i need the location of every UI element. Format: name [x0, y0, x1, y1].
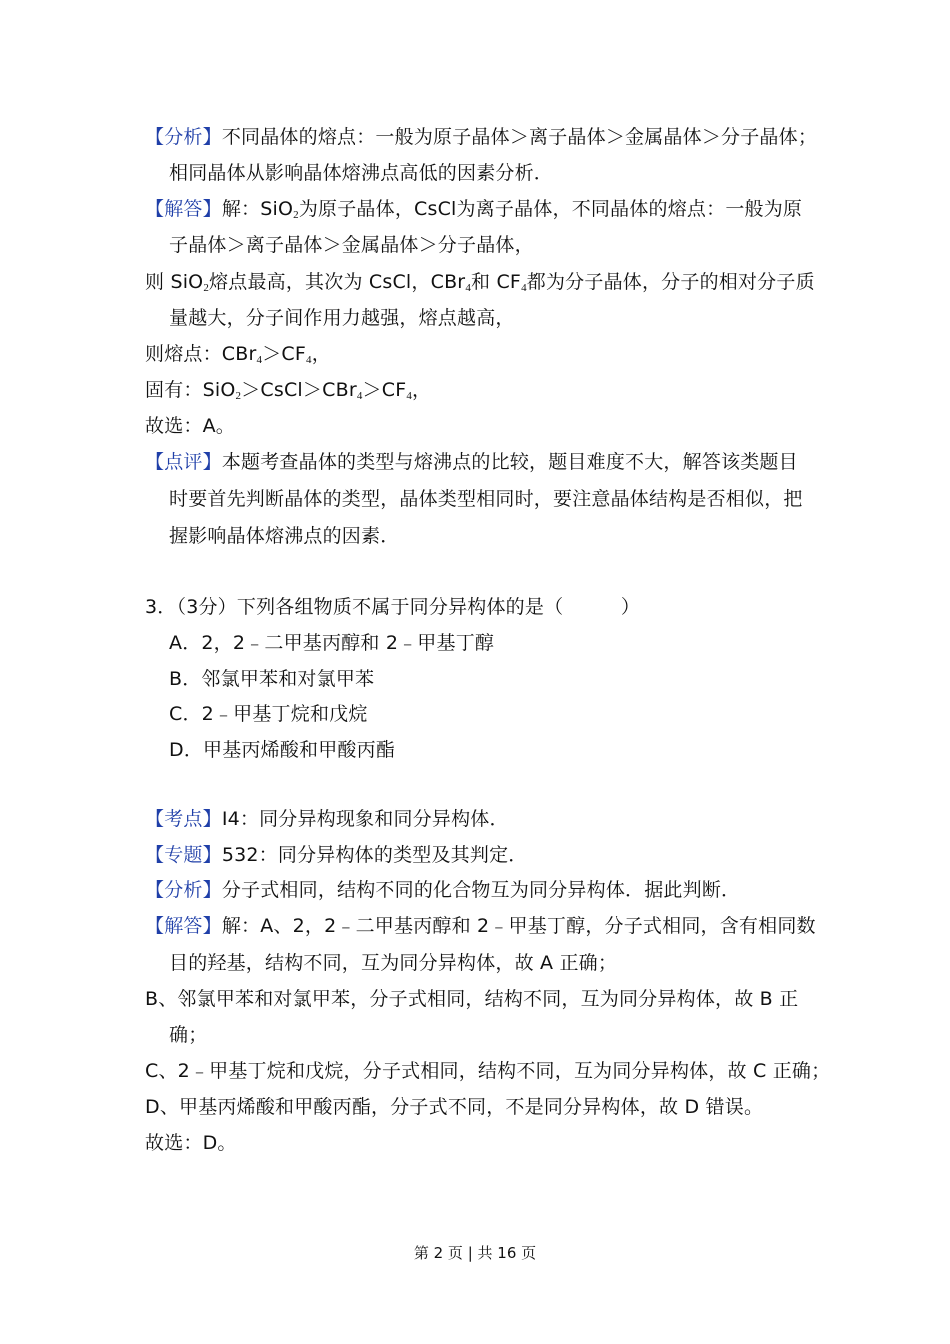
- answer3-line-1: 【解答】解：A、2，2﹣二甲基丙醇和 2﹣甲基丁醇，分子式相同，含有相同数: [145, 915, 816, 937]
- answer-line-6: 固有：$SiO_2>CsCl>CBr_4>CF_4$，: [145, 379, 432, 402]
- answer3-line-6: D、甲基丙烯酸和甲酸丙酯，分子式不同，不是同分异构体，故 D 错误。: [145, 1096, 764, 1118]
- answer3-line-2: 目的羟基，结构不同，互为同分异构体，故 A 正确；: [169, 952, 618, 974]
- analysis-text: 不同晶体的熔点：一般为原子晶体＞离子晶体＞金属晶体＞分子晶体；: [221, 126, 818, 148]
- analysis-line-1: [145, 124, 817, 150]
- comment-tag: 【点评】: [145, 451, 222, 473]
- option-a: A．2，2﹣二甲基丙醇和 2﹣甲基丁醇: [169, 632, 495, 654]
- question-stem: 3．（3分）下列各组物质不属于同分异构体的是（ ）: [145, 596, 641, 618]
- option-d: D．甲基丙烯酸和甲酸丙酯: [169, 739, 396, 761]
- page-footer: 第 2 页 | 共 16 页: [413, 1244, 537, 1262]
- analysis3-tag: 【分析】: [145, 879, 222, 901]
- kaodian-line: 【考点】I4：同分异构现象和同分异构体．: [145, 808, 509, 830]
- kaodian-tag: 【考点】: [145, 808, 222, 830]
- comment-line-2: 时要首先判断晶体的类型，晶体类型相同时，要注意晶体结构是否相似，把: [169, 488, 803, 510]
- option-c: C．2﹣甲基丁烷和戊烷: [169, 703, 368, 725]
- answer3-tag: 【解答】: [145, 915, 222, 937]
- analysis-line-2: 相同晶体从影响晶体熔沸点高低的因素分析．: [169, 162, 554, 184]
- answer-line-1: 【解答】解：SiO$_2$为原子晶体，CsCl为离子晶体，不同晶体的熔点：一般为原: [145, 198, 803, 221]
- comment-line-3: 握影响晶体熔沸点的因素．: [169, 525, 400, 547]
- answer3-line-4: 确；: [169, 1024, 208, 1046]
- zhuanti-tag: 【专题】: [145, 844, 222, 866]
- answer-line-5: 则熔点：$CBr_4>CF_4$，: [145, 343, 331, 366]
- analysis-tag: 【分析】: [145, 126, 222, 148]
- answer-tag: 【解答】: [145, 198, 222, 220]
- answer-line-7: 故选：A。: [145, 415, 235, 437]
- answer-line-3: 则 SiO$_2$熔点最高，其次为 CsCl，CBr$_4$和 $CF_4$都为分子晶体，分子的相对分子质: [145, 271, 815, 294]
- answer3-line-7: 故选：D。: [145, 1132, 237, 1154]
- answer3-line-3: B、邻氯甲苯和对氯甲苯，分子式相同，结构不同，互为同分异构体，故 B 正: [145, 988, 799, 1010]
- zhuanti-line: 【专题】532：同分异构体的类型及其判定．: [145, 844, 528, 866]
- option-b: B．邻氯甲苯和对氯甲苯: [169, 668, 375, 690]
- comment-line-1: 【点评】本题考查晶体的类型与熔沸点的比较，题目难度不大，解答该类题目: [145, 451, 798, 473]
- answer-line-2: 子晶体＞离子晶体＞金属晶体＞分子晶体，: [169, 234, 534, 256]
- answer-line-4: 量越大，分子间作用力越强，熔点越高，: [169, 307, 515, 329]
- answer3-line-5: C、2﹣甲基丁烷和戊烷，分子式相同，结构不同，互为同分异构体，故 C 正确；: [145, 1060, 831, 1082]
- analysis3-line: 【分析】分子式相同，结构不同的化合物互为同分异构体．据此判断．: [145, 879, 741, 901]
